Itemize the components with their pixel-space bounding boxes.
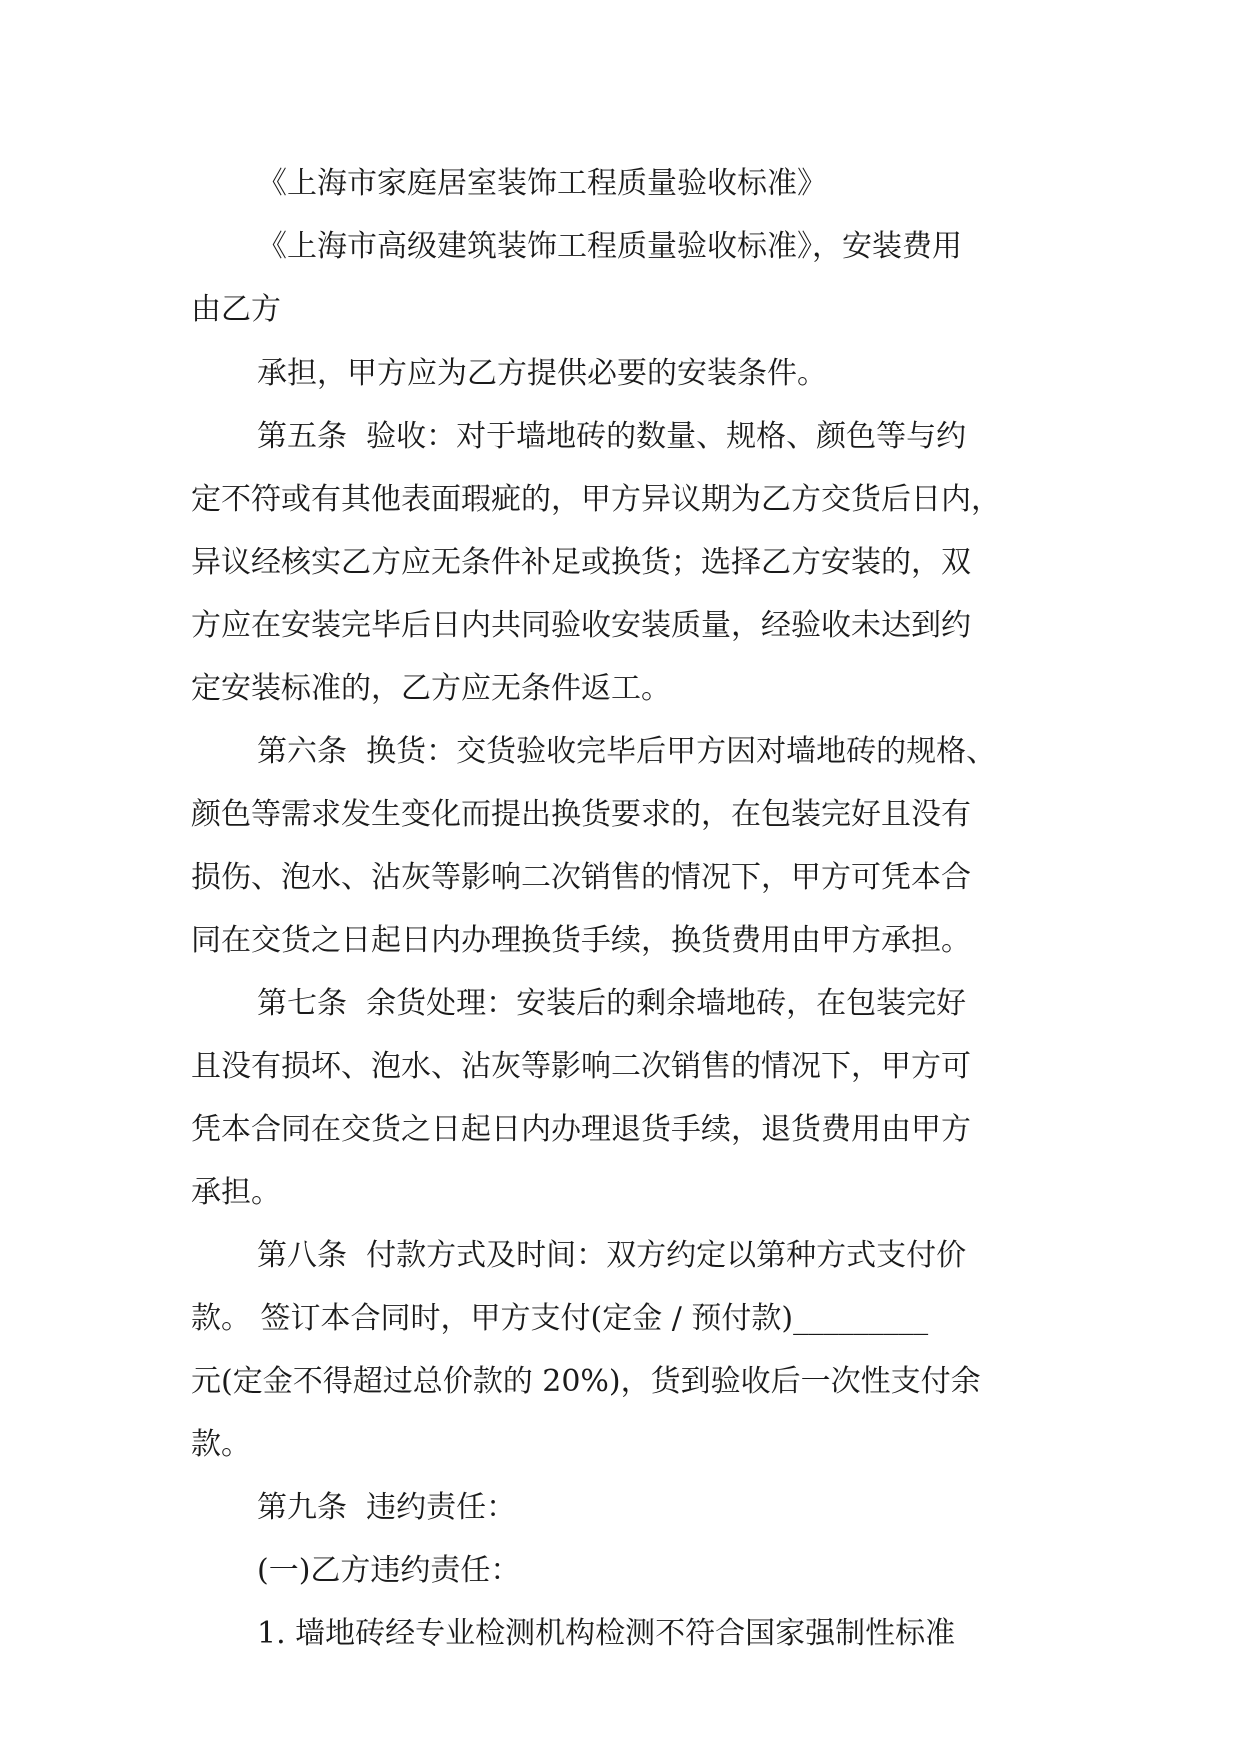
text-line: 凭本合同在交货之日起日内办理退货手续，退货费用由甲方 bbox=[191, 1112, 971, 1147]
text-line: 且没有损坏、泡水、沾灰等影响二次销售的情况下，甲方可 bbox=[191, 1049, 971, 1084]
text-line: 定安装标准的，乙方应无条件返工。 bbox=[191, 671, 671, 706]
article-8-heading-line: 第八条 付款方式及时间：双方约定以第种方式支付价 bbox=[257, 1238, 967, 1273]
text-line: 同在交货之日起日内办理换货手续，换货费用由甲方承担。 bbox=[191, 923, 971, 958]
payment-line-with-blank: 款。 签订本合同时，甲方支付(定金 / 预付款)_________ bbox=[191, 1301, 929, 1336]
text-line: 承担，甲方应为乙方提供必要的安装条件。 bbox=[257, 356, 827, 391]
text-line-standard-home: 《上海市家庭居室装饰工程质量验收标准》 bbox=[257, 166, 827, 201]
text-line: 颜色等需求发生变化而提出换货要求的，在包装完好且没有 bbox=[191, 797, 971, 832]
text-line: 定不符或有其他表面瑕疵的，甲方异议期为乙方交货后日内， bbox=[191, 482, 1001, 517]
article-6-heading-line: 第六条 换货：交货验收完毕后甲方因对墙地砖的规格、 bbox=[257, 734, 997, 769]
list-item-line: 1. 墙地砖经专业检测机构检测不符合国家强制性标准 bbox=[257, 1616, 956, 1651]
text-line: 异议经核实乙方应无条件补足或换货；选择乙方安装的，双 bbox=[191, 545, 971, 580]
subsection-heading-line: (一)乙方违约责任： bbox=[257, 1553, 521, 1588]
text-line: 方应在安装完毕后日内共同验收安装质量，经验收未达到约 bbox=[191, 608, 971, 643]
text-line: 由乙方 bbox=[191, 292, 281, 327]
article-7-heading-line: 第七条 余货处理：安装后的剩余墙地砖，在包装完好 bbox=[257, 986, 967, 1021]
article-5-heading-line: 第五条 验收：对于墙地砖的数量、规格、颜色等与约 bbox=[257, 419, 967, 454]
text-line: 元(定金不得超过总价款的 20%)，货到验收后一次性支付余 bbox=[191, 1364, 981, 1399]
text-line: 损伤、泡水、沾灰等影响二次销售的情况下，甲方可凭本合 bbox=[191, 860, 971, 895]
text-line-standard-building: 《上海市高级建筑装饰工程质量验收标准》，安装费用 bbox=[257, 229, 962, 264]
text-line: 款。 bbox=[191, 1427, 251, 1462]
article-9-heading-line: 第九条 违约责任： bbox=[257, 1490, 517, 1525]
text-line: 承担。 bbox=[191, 1175, 281, 1210]
